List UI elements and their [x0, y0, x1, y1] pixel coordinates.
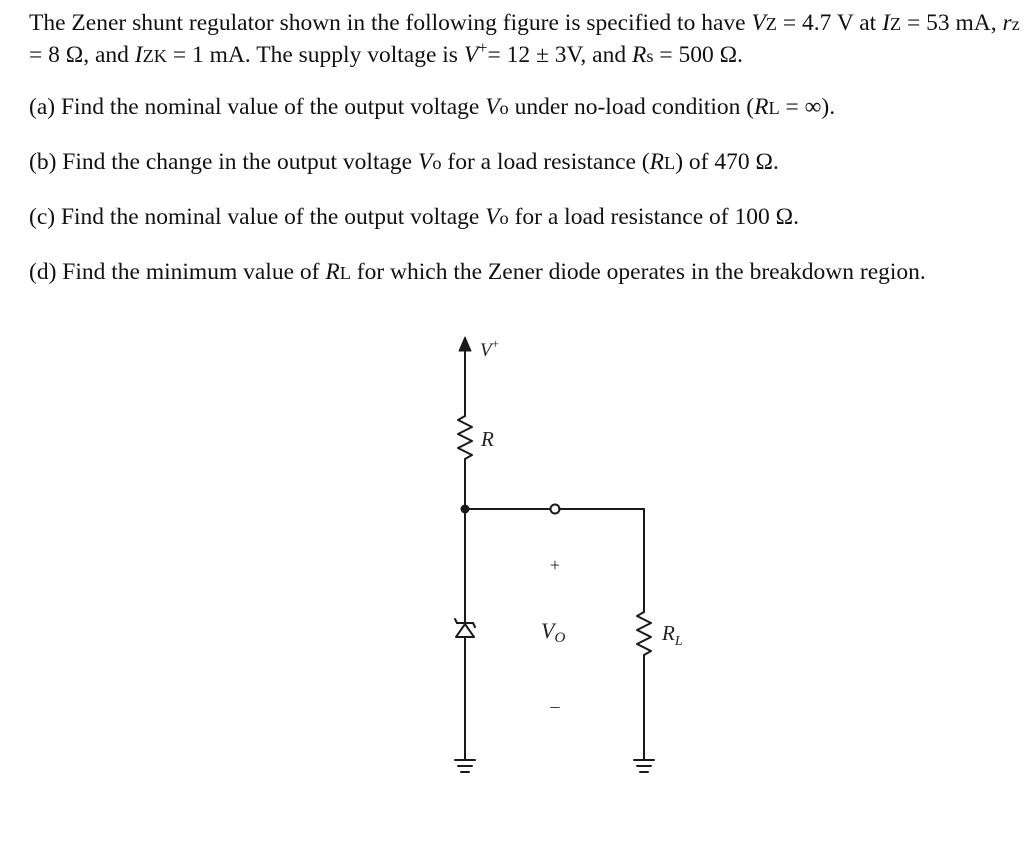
- intro-text-3: = 53 mA,: [901, 10, 1003, 36]
- series-resistor-icon: [458, 416, 472, 459]
- question-a-rl-subscript: L: [768, 98, 780, 118]
- izk-subscript: ZK: [142, 46, 168, 66]
- vo-label: VO: [541, 618, 566, 646]
- question-a-vo-symbol: V: [485, 94, 500, 120]
- question-a-text-1: (a) Find the nominal value of the output voltage: [29, 94, 486, 120]
- iz-subscript: Z: [889, 14, 902, 34]
- supply-arrow-icon: [459, 337, 471, 351]
- vz-symbol: V: [751, 10, 766, 36]
- question-c-text-2: for a load resistance of 100 Ω.: [508, 204, 799, 230]
- rs-subscript: s: [646, 46, 654, 66]
- question-a-text-2: under no-load condition (: [508, 94, 755, 120]
- intro-text-5: = 1 mA. The supply voltage is: [167, 42, 464, 68]
- question-b-vo-subscript: o: [432, 153, 442, 173]
- supply-label: V+: [480, 336, 499, 361]
- question-c-vo-subscript: o: [499, 208, 509, 228]
- question-a-vo-subscript: o: [499, 98, 509, 118]
- vplus-symbol: V: [463, 42, 479, 68]
- question-d-text-1: (d) Find the minimum value of: [29, 259, 326, 285]
- question-d-rl-symbol: R: [325, 259, 340, 285]
- load-resistor-icon: [637, 612, 651, 655]
- vplus-superscript: +: [478, 38, 488, 58]
- intro-text-6: = 12 ± 3V, and: [487, 42, 632, 68]
- minus-label: –: [550, 696, 560, 716]
- question-b-rl-symbol: R: [649, 149, 664, 175]
- question-a-rl-symbol: R: [754, 94, 769, 120]
- ground-right-icon: [634, 760, 654, 772]
- rs-symbol: R: [631, 42, 647, 68]
- question-b-text-2: for a load resistance (: [441, 149, 650, 175]
- question-c-text-1: (c) Find the nominal value of the output voltage: [29, 204, 486, 230]
- intro-text-1: The Zener shunt regulator shown in the following figure is specified to have: [29, 10, 752, 36]
- series-resistor-label: R: [481, 427, 494, 451]
- question-b-text-3: ) of 470 Ω.: [675, 149, 779, 175]
- load-resistor-label: $R_L$: [662, 621, 683, 649]
- izk-symbol: I: [134, 42, 143, 68]
- plus-label: +: [549, 555, 561, 575]
- vz-subscript: Z: [765, 14, 777, 34]
- question-c-vo-symbol: V: [485, 204, 500, 230]
- question-b-rl-subscript: L: [664, 153, 676, 173]
- question-a-text-3: = ∞).: [779, 94, 836, 120]
- rz-subscript: z: [1011, 14, 1020, 34]
- intro-text-4: = 8 Ω, and: [29, 42, 135, 68]
- question-d-rl-subscript: L: [339, 263, 351, 283]
- question-b-text-1: (b) Find the change in the output voltage: [29, 149, 418, 175]
- question-d-text-2: for which the Zener diode operates in the breakdown region.: [350, 259, 926, 285]
- question-b-vo-symbol: V: [417, 149, 433, 175]
- iz-symbol: I: [882, 10, 890, 36]
- intro-text-2: = 4.7 V at: [777, 10, 883, 36]
- ground-left-icon: [455, 760, 475, 772]
- intro-text-7: = 500 Ω.: [653, 42, 743, 68]
- rz-symbol: r: [1002, 10, 1012, 36]
